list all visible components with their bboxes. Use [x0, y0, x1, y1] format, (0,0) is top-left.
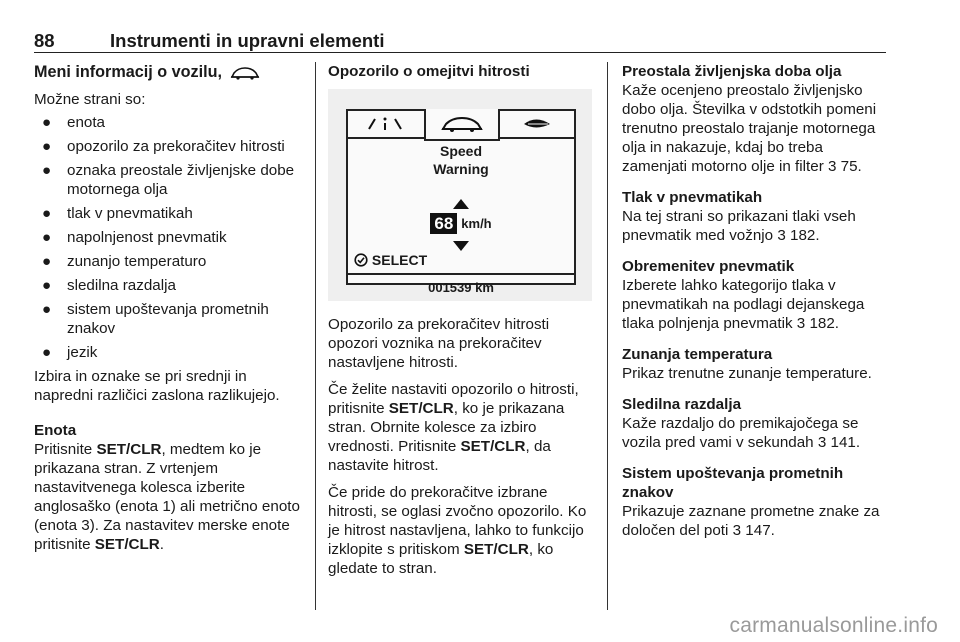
section-title: Sistem upoštevanja prometnih znakov: [622, 465, 844, 501]
page-header: [34, 30, 886, 53]
section-heading: Meni informacij o vozilu,: [34, 62, 306, 82]
section-text: Kaže razdaljo do premikajočega se vozila pred vami v sekundah 3 141.: [622, 415, 861, 451]
list-item: ● sledilna razdalja: [42, 277, 176, 294]
arrow-up-icon: [453, 199, 469, 209]
running-title: Instrumenti in upravni elementi: [110, 30, 385, 51]
car-icon: [230, 66, 260, 80]
eco-leaf-icon: [502, 111, 572, 137]
bullet-icon: ●: [42, 344, 52, 361]
display-illustration: [328, 89, 592, 301]
arrow-down-icon: [453, 241, 469, 251]
speed-setting: [348, 213, 574, 234]
bullet-icon: ●: [42, 301, 52, 318]
bullet-icon: ●: [42, 114, 52, 131]
unit-paragraph: Pritisnite SET/CLR, medtem ko je prikazana stran. Z vrtenjem nastavitvenega kolesca izberite anglosaško (enota 1) ali metrično enoto (enota 3). Za nastavitev merske enote pritisnite SET/CLR.: [34, 441, 300, 553]
list-item: ● oznaka preostale življenjske dobe motornega olja: [42, 162, 295, 198]
paragraph-1: Opozorilo za prekoračitev hitrosti opozori voznika na prekoračitev nastavljene hitrosti.: [328, 316, 550, 371]
instrument-screen: [346, 109, 576, 295]
page-reference[interactable]: 3 141.: [817, 434, 861, 451]
subheading-speed-warning: Opozorilo o omejitvi hitrosti: [328, 63, 530, 80]
section-title: Preostala življenjska doba olja: [622, 63, 842, 80]
bullet-icon: ●: [42, 229, 52, 246]
page-reference[interactable]: 3 147.: [732, 522, 775, 539]
column-1: [34, 62, 306, 554]
subheading-unit: Enota: [34, 422, 77, 439]
list-item: ● napolnjenost pnevmatik: [42, 229, 227, 246]
divider: [348, 273, 574, 275]
section-text: Prikaz trenutne zunanje temperature.: [622, 365, 872, 382]
watermark: carmanualsonline.info: [729, 614, 938, 637]
section-text: Kaže ocenjeno preostalo življenjsko dobo olja. Številka v odstotkih pomeni trenutno preostalo trajanje motornega olja in nakazuje, kdaj bo treba zamenjati motorno olje in filter 3 75.: [622, 82, 877, 175]
car-icon: [424, 109, 500, 141]
trip-info-icon: [350, 111, 420, 137]
section-title: Sledilna razdalja: [622, 396, 742, 413]
display-line-1: Speed: [439, 143, 482, 159]
paragraph-3: Če pride do prekoračitve izbrane hitrosti, se oglasi zvočno opozorilo. Ko je hitrost nastavljena, lahko to funkcijo izklopite s pritiskom SET/CLR, ko gledate to stran.: [328, 484, 587, 577]
list-item: ● opozorilo za prekoračitev hitrosti: [42, 138, 285, 155]
section-title: Obremenitev pnevmatik: [622, 258, 795, 275]
odometer: 001539 km: [428, 280, 494, 295]
section-title: Zunanja temperatura: [622, 346, 773, 363]
list-item: ● tlak v pnevmatikah: [42, 205, 193, 222]
bullet-icon: ●: [42, 253, 52, 270]
list-item: ● enota: [42, 114, 106, 131]
page-reference[interactable]: 3 182.: [796, 315, 840, 332]
page-list: [34, 113, 306, 362]
display-line-2: Warning: [433, 161, 489, 177]
check-circle-icon: [354, 253, 368, 267]
column-2: [328, 62, 594, 578]
section-text: Na tej strani so prikazani tlaki vseh pnevmatik med vožnjo 3 182.: [622, 208, 856, 244]
column-divider: [315, 62, 316, 610]
display-tabs: [348, 111, 574, 139]
column-divider: [607, 62, 608, 610]
page-reference[interactable]: 3 182.: [777, 227, 820, 244]
paragraph-2: Če želite nastaviti opozorilo o hitrosti, pritisnite SET/CLR, ko je prikazana stran. Obrnite kolesce za izbiro vrednosti. Pritisnite SET/CLR, da nastavite hitrost.: [328, 381, 579, 474]
page-reference[interactable]: 3 75.: [827, 158, 862, 175]
list-item: ● jezik: [42, 344, 98, 361]
bullet-icon: ●: [42, 138, 52, 155]
page-number: 88: [34, 30, 55, 51]
intro-text: Možne strani so:: [34, 91, 146, 108]
speed-unit: km/h: [461, 216, 492, 231]
bullet-icon: ●: [42, 162, 52, 179]
speed-value: 68: [430, 213, 457, 234]
bullet-icon: ●: [42, 205, 52, 222]
list-item: ● sistem upoštevanja prometnih znakov: [42, 301, 269, 337]
note-text: Izbira in oznake se pri srednji in napredni različici zaslona razlikujejo.: [34, 368, 280, 404]
list-item: ● zunanjo temperaturo: [42, 253, 207, 270]
column-3: [622, 62, 890, 540]
bullet-icon: ●: [42, 277, 52, 294]
section-text: Prikazuje zaznane prometne znake za določen del poti 3 147.: [622, 503, 880, 539]
section-text: Izberete lahko kategorijo tlaka v pnevmatikah na podlagi dejanskega tlaka polnjenja pnevmatik 3 182.: [622, 277, 865, 332]
section-title: Tlak v pnevmatikah: [622, 189, 763, 206]
select-row: SELECT: [354, 251, 427, 270]
